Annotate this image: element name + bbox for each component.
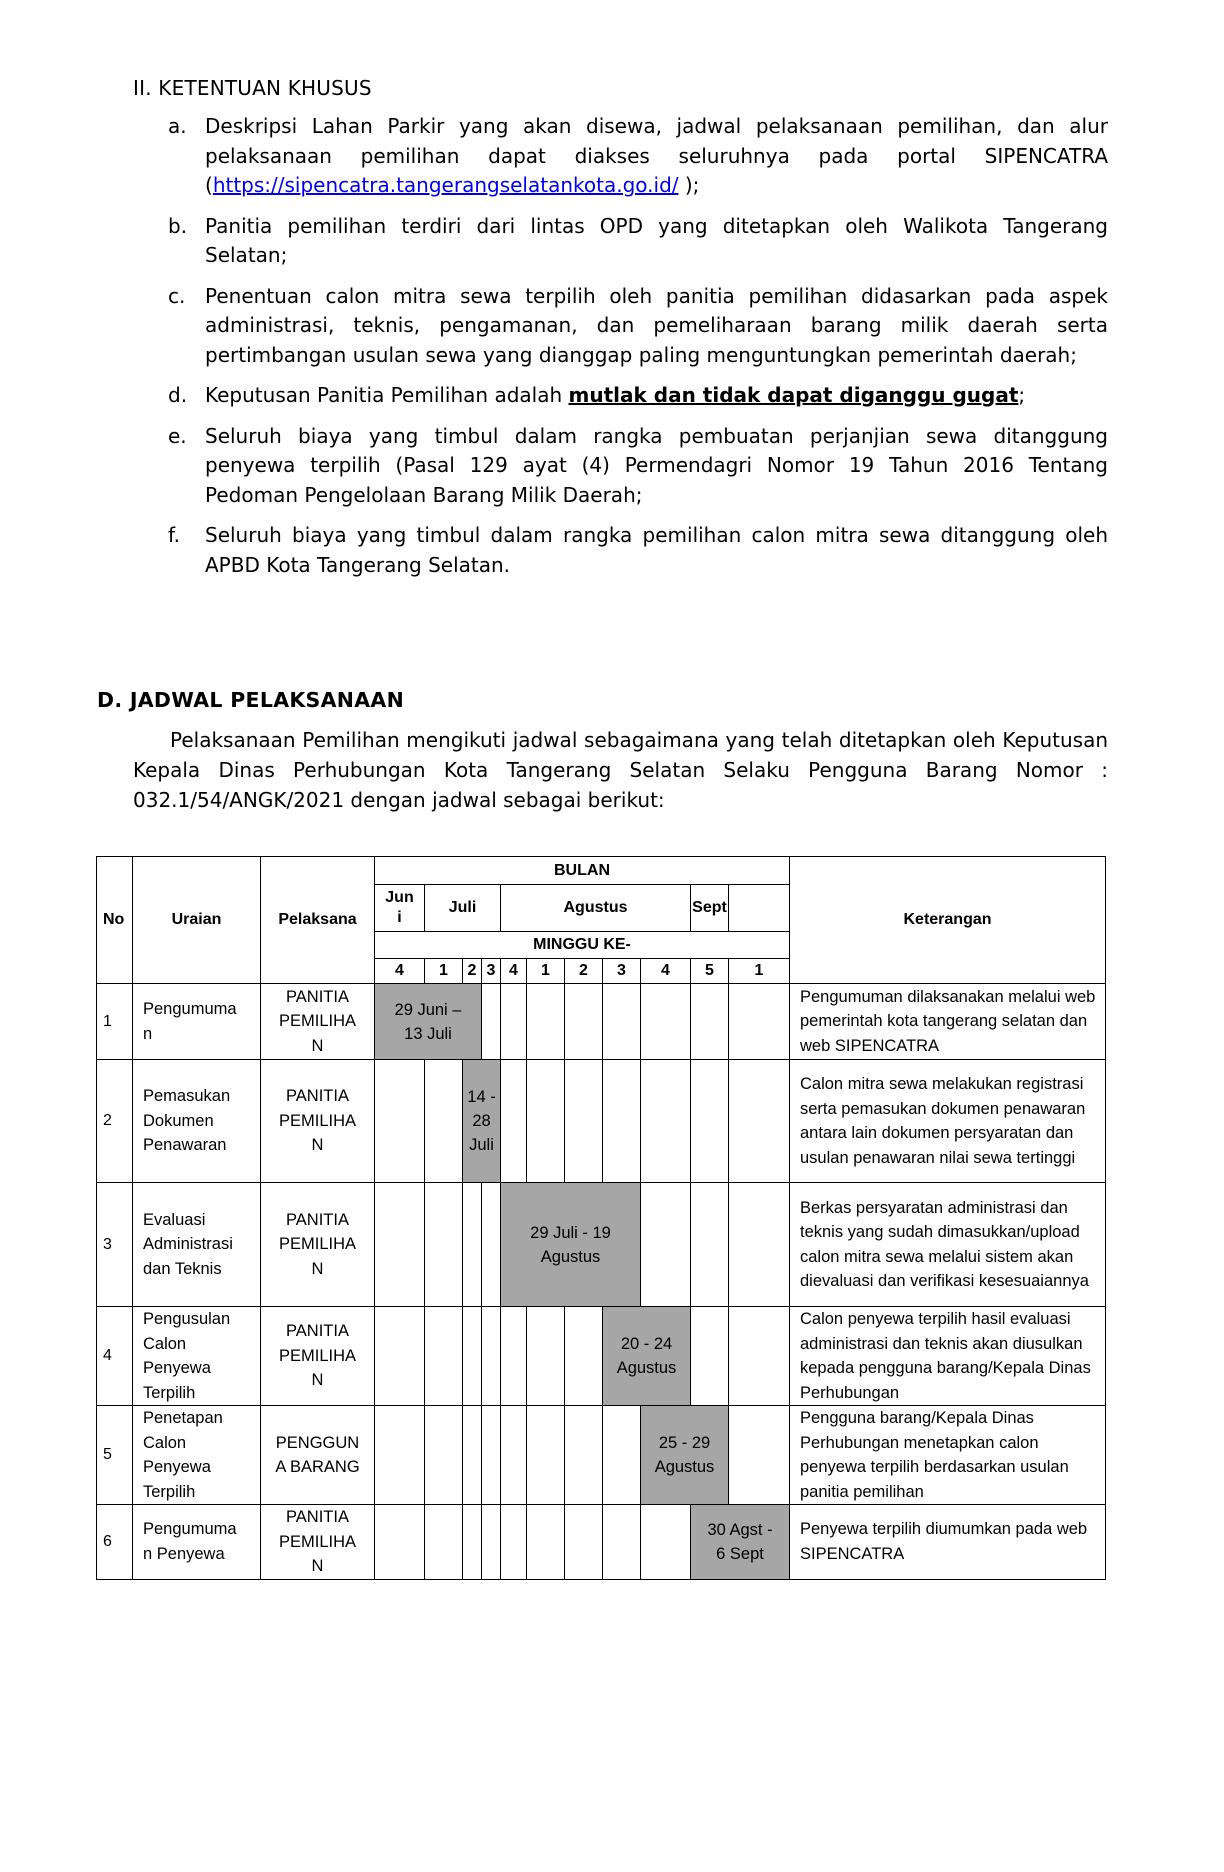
row-keterangan: Calon penyewa terpilih hasil evaluasi administrasi dan teknis akan diusulkan kepada pengguna barang/Kepala Dinas Perhubungan (790, 1307, 1106, 1406)
week-cell (425, 1060, 463, 1183)
week-cell (527, 1505, 565, 1580)
month-header: Juli (425, 885, 501, 932)
week-cell (641, 1183, 691, 1307)
emphasis-text: mutlak dan tidak dapat diganggu gugat (568, 383, 1019, 407)
week-number: 2 (565, 959, 603, 984)
list-item (168, 212, 1108, 271)
schedule-bar: 14 - 28 Juli (463, 1060, 501, 1183)
week-cell (641, 1060, 691, 1183)
row-keterangan: Berkas persyaratan administrasi dan teknis yang sudah dimasukkan/upload calon mitra sewa melalui sistem akan dievaluasi dan verifikasi kesesuaiannya (790, 1183, 1106, 1307)
schedule-bar: 20 - 24 Agustus (603, 1307, 691, 1406)
row-pelaksana: PENGGUN A BARANG (261, 1406, 375, 1505)
list-item-text: Seluruh biaya yang timbul dalam rangka pemilihan calon mitra sewa ditanggung oleh APBD Kota Tangerang Selatan. (205, 523, 1108, 577)
list-item-letter: e. (168, 423, 187, 448)
week-number: 4 (375, 959, 425, 984)
list-item (168, 422, 1108, 511)
week-cell (691, 1060, 729, 1183)
row-pelaksana: PANITIA PEMILIHA N (261, 1505, 375, 1580)
week-cell (425, 1505, 463, 1580)
list-item-post: ); (678, 173, 700, 197)
week-number: 1 (425, 959, 463, 984)
list-item-pre: Deskripsi Lahan Parkir yang akan disewa, jadwal pelaksanaan pemilihan, dan alur pelaksanaan pemilihan dapat diakses seluruhnya pada portal SIPENCATRA ( (205, 114, 1108, 197)
header-no: No (97, 857, 133, 984)
list-item (168, 381, 1108, 411)
row-keterangan: Pengguna barang/Kepala Dinas Perhubungan menetapkan calon penyewa terpilih berdasarkan usulan panitia pemilihan (790, 1406, 1106, 1505)
week-cell (463, 1183, 482, 1307)
week-number: 3 (482, 959, 501, 984)
list-item-letter: c. (168, 283, 186, 308)
week-cell (375, 1060, 425, 1183)
row-keterangan: Calon mitra sewa melakukan registrasi serta pemasukan dokumen penawaran antara lain dokumen persyaratan dan usulan penawaran nilai sewa tertinggi (790, 1060, 1106, 1183)
table-row (97, 984, 1106, 1060)
week-cell (482, 984, 501, 1060)
row-number: 2 (97, 1060, 133, 1183)
schedule-bar: 25 - 29 Agustus (641, 1406, 729, 1505)
week-cell (375, 1307, 425, 1406)
header-keterangan: Keterangan (790, 857, 1106, 984)
week-number: 4 (641, 959, 691, 984)
week-cell (463, 1406, 482, 1505)
list-item-text (205, 114, 1108, 197)
week-number: 1 (729, 959, 790, 984)
row-keterangan: Penyewa terpilih diumumkan pada web SIPENCATRA (790, 1505, 1106, 1580)
list-item-text: Penentuan calon mitra sewa terpilih oleh panitia pemilihan didasarkan pada aspek administrasi, teknis, pengamanan, dan pemeliharaan barang milik daerah serta pertimbangan usulan sewa yang dianggap paling menguntungkan pemerintah daerah; (205, 283, 1108, 367)
week-cell (603, 1406, 641, 1505)
week-cell (641, 1505, 691, 1580)
list-item-letter: f. (168, 523, 180, 547)
week-cell (691, 1307, 729, 1406)
row-number: 5 (97, 1406, 133, 1505)
month-header: Sept (691, 885, 729, 932)
row-number: 1 (97, 984, 133, 1060)
row-pelaksana: PANITIA PEMILIHA N (261, 1060, 375, 1183)
row-uraian: Pengusulan Calon Penyewa Terpilih (133, 1307, 261, 1406)
week-cell (729, 984, 790, 1060)
schedule-bar: 30 Agst - 6 Sept (691, 1505, 790, 1580)
section-ii-heading: II. KETENTUAN KHUSUS (133, 76, 372, 100)
row-uraian: Evaluasi Administrasi dan Teknis (133, 1183, 261, 1307)
week-number: 4 (501, 959, 527, 984)
week-cell (501, 1060, 527, 1183)
week-cell (603, 1505, 641, 1580)
week-cell (565, 1505, 603, 1580)
table-row (97, 1505, 1106, 1580)
week-number: 1 (527, 959, 565, 984)
week-cell (425, 1307, 463, 1406)
week-cell (565, 1406, 603, 1505)
section-d-heading: D. JADWAL PELAKSANAAN (97, 688, 405, 712)
table-row (97, 1183, 1106, 1307)
row-number: 3 (97, 1183, 133, 1307)
list-item-text (205, 383, 1025, 407)
row-uraian: Pengumuma n (133, 984, 261, 1060)
row-number: 4 (97, 1307, 133, 1406)
list-item-letter: b. (168, 213, 188, 238)
week-number: 5 (691, 959, 729, 984)
section-d-paragraph: Pelaksanaan Pemilihan mengikuti jadwal sebagaimana yang telah ditetapkan oleh Keputusan Kepala Dinas Perhubungan Kota Tangerang Selatan Selaku Pengguna Barang Nomor : 032.1/54/ANGK/2021 dengan jadwal sebagai berikut: (133, 728, 1108, 812)
week-cell (691, 984, 729, 1060)
week-cell (729, 1406, 790, 1505)
list-item (168, 521, 1108, 580)
week-cell (501, 1505, 527, 1580)
list-item-pre: Keputusan Panitia Pemilihan adalah (205, 383, 569, 407)
week-cell (482, 1307, 501, 1406)
portal-link[interactable]: https://sipencatra.tangerangselatankota.go.id/ (212, 173, 679, 197)
week-cell (603, 1060, 641, 1183)
week-cell (691, 1183, 729, 1307)
week-cell (603, 984, 641, 1060)
week-cell (463, 1307, 482, 1406)
list-item (168, 282, 1108, 371)
week-cell (482, 1183, 501, 1307)
week-cell (527, 984, 565, 1060)
schedule-table (96, 856, 1106, 1580)
week-cell (482, 1505, 501, 1580)
list-item-post: ; (1018, 383, 1026, 407)
list-item-letter: a. (168, 114, 187, 138)
list-item (168, 112, 1108, 201)
week-cell (501, 1307, 527, 1406)
week-cell (501, 1406, 527, 1505)
week-cell (565, 984, 603, 1060)
section-ii-list (168, 112, 1108, 591)
week-number: 2 (463, 959, 482, 984)
week-cell (729, 1307, 790, 1406)
header-minggu: MINGGU KE- (375, 932, 790, 959)
week-cell (527, 1060, 565, 1183)
week-cell (482, 1406, 501, 1505)
week-number: 3 (603, 959, 641, 984)
list-item-text: Seluruh biaya yang timbul dalam rangka pembuatan perjanjian sewa ditanggung penyewa terpilih (Pasal 129 ayat (4) Permendagri Nomor 19 Tahun 2016 Tentang Pedoman Pengelolaan Barang Milik Daerah; (205, 423, 1108, 507)
week-cell (463, 1505, 482, 1580)
week-cell (425, 1406, 463, 1505)
table-row (97, 1307, 1106, 1406)
row-pelaksana: PANITIA PEMILIHA N (261, 984, 375, 1060)
header-uraian: Uraian (133, 857, 261, 984)
header-row (97, 857, 1106, 885)
list-item-letter: d. (168, 383, 188, 407)
week-cell (375, 1505, 425, 1580)
row-pelaksana: PANITIA PEMILIHA N (261, 1307, 375, 1406)
table-row (97, 1060, 1106, 1183)
list-item-text: Panitia pemilihan terdiri dari lintas OPD yang ditetapkan oleh Walikota Tangerang Selatan; (205, 213, 1108, 267)
month-header: Agustus (501, 885, 691, 932)
week-cell (565, 1060, 603, 1183)
row-keterangan: Pengumuman dilaksanakan melalui web pemerintah kota tangerang selatan dan web SIPENCATRA (790, 984, 1106, 1060)
row-uraian: Pengumuma n Penyewa (133, 1505, 261, 1580)
row-pelaksana: PANITIA PEMILIHA N (261, 1183, 375, 1307)
row-number: 6 (97, 1505, 133, 1580)
week-cell (425, 1183, 463, 1307)
table-row (97, 1406, 1106, 1505)
week-cell (375, 1183, 425, 1307)
row-uraian: Pemasukan Dokumen Penawaran (133, 1060, 261, 1183)
week-cell (375, 1406, 425, 1505)
header-pelaksana: Pelaksana (261, 857, 375, 984)
week-cell (565, 1307, 603, 1406)
week-cell (729, 1183, 790, 1307)
row-uraian: Penetapan Calon Penyewa Terpilih (133, 1406, 261, 1505)
week-cell (641, 984, 691, 1060)
header-bulan: BULAN (375, 857, 790, 885)
week-cell (527, 1307, 565, 1406)
week-cell (729, 1060, 790, 1183)
schedule-bar: 29 Juni – 13 Juli (375, 984, 482, 1060)
week-cell (527, 1406, 565, 1505)
week-cell (501, 984, 527, 1060)
month-header: Jun i (375, 885, 425, 932)
schedule-bar: 29 Juli - 19 Agustus (501, 1183, 641, 1307)
